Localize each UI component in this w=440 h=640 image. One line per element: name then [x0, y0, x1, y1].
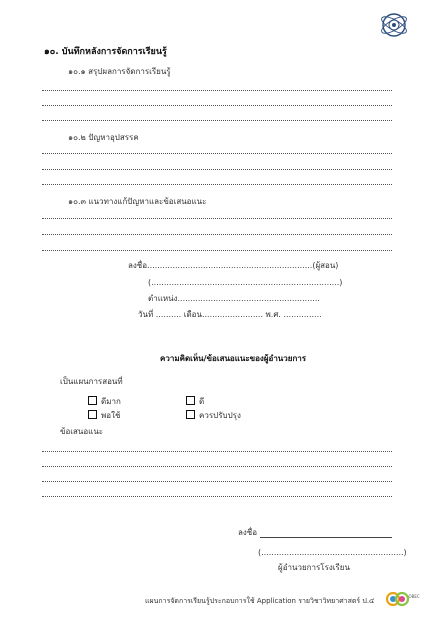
writing-line — [42, 120, 392, 121]
subheading-solutions: ๑๐.๓ แนวทางแก้ปัญหาและข้อเสนอแนะ — [68, 197, 207, 206]
writing-line — [42, 184, 392, 185]
director-sign-line — [260, 537, 392, 538]
writing-line — [42, 105, 392, 106]
writing-line — [42, 250, 392, 251]
checkbox-icon[interactable] — [88, 410, 97, 419]
obec-logo-icon — [386, 592, 422, 606]
subheading-summary: ๑๐.๑ สรุปผลการจัดการเรียนรู้ — [68, 67, 171, 76]
writing-line — [42, 234, 392, 235]
checkbox-icon[interactable] — [186, 396, 195, 405]
checkbox-icon[interactable] — [88, 396, 97, 405]
option-very-good[interactable]: ดีมาก — [88, 396, 121, 407]
option-needs-improvement[interactable]: ควรปรับปรุง — [186, 410, 241, 421]
director-name-line: (........................................................) — [258, 548, 407, 557]
checkbox-icon[interactable] — [186, 410, 195, 419]
school-emblem-icon — [379, 10, 409, 40]
section-heading: ๑๐. บันทึกหลังการจัดการเรียนรู้ — [44, 47, 167, 57]
svg-text:OBEC: OBEC — [408, 594, 420, 599]
option-good[interactable]: ดี — [186, 396, 204, 407]
teacher-name-line: (..........................................................................) — [148, 278, 343, 287]
writing-line — [42, 90, 392, 91]
plan-label: เป็นแผนการสอนที่ — [60, 377, 123, 386]
writing-line — [42, 153, 392, 154]
subheading-problems: ๑๐.๒ ปัญหาอุปสรรค — [68, 133, 139, 142]
director-heading: ความคิดเห็น/ข้อเสนอแนะของผู้อำนวยการ — [160, 354, 307, 363]
option-fair[interactable]: พอใช้ — [88, 410, 120, 421]
director-title: ผู้อำนวยการโรงเรียน — [278, 563, 350, 572]
writing-line — [42, 169, 392, 170]
writing-line — [42, 481, 392, 482]
writing-line — [42, 496, 392, 497]
footer-text: แผนการจัดการเรียนรู้ประกอบการใช้ Application รายวิชาวิทยาศาสตร์ ป.๔ — [145, 597, 375, 605]
writing-line — [42, 466, 392, 467]
writing-line — [42, 218, 392, 219]
teacher-position-line: ตำแหน่ง........................................................ — [148, 294, 320, 303]
director-sign-label: ลงชื่อ — [238, 528, 258, 537]
teacher-sign-line: ลงชื่อ.................................................................(ผู้สอน) — [128, 261, 339, 270]
writing-line — [42, 451, 392, 452]
suggestion-label: ข้อเสนอแนะ — [60, 427, 104, 436]
teacher-date-line: วันที่ .......... เดือน........................ พ.ศ. ............... — [138, 310, 322, 319]
